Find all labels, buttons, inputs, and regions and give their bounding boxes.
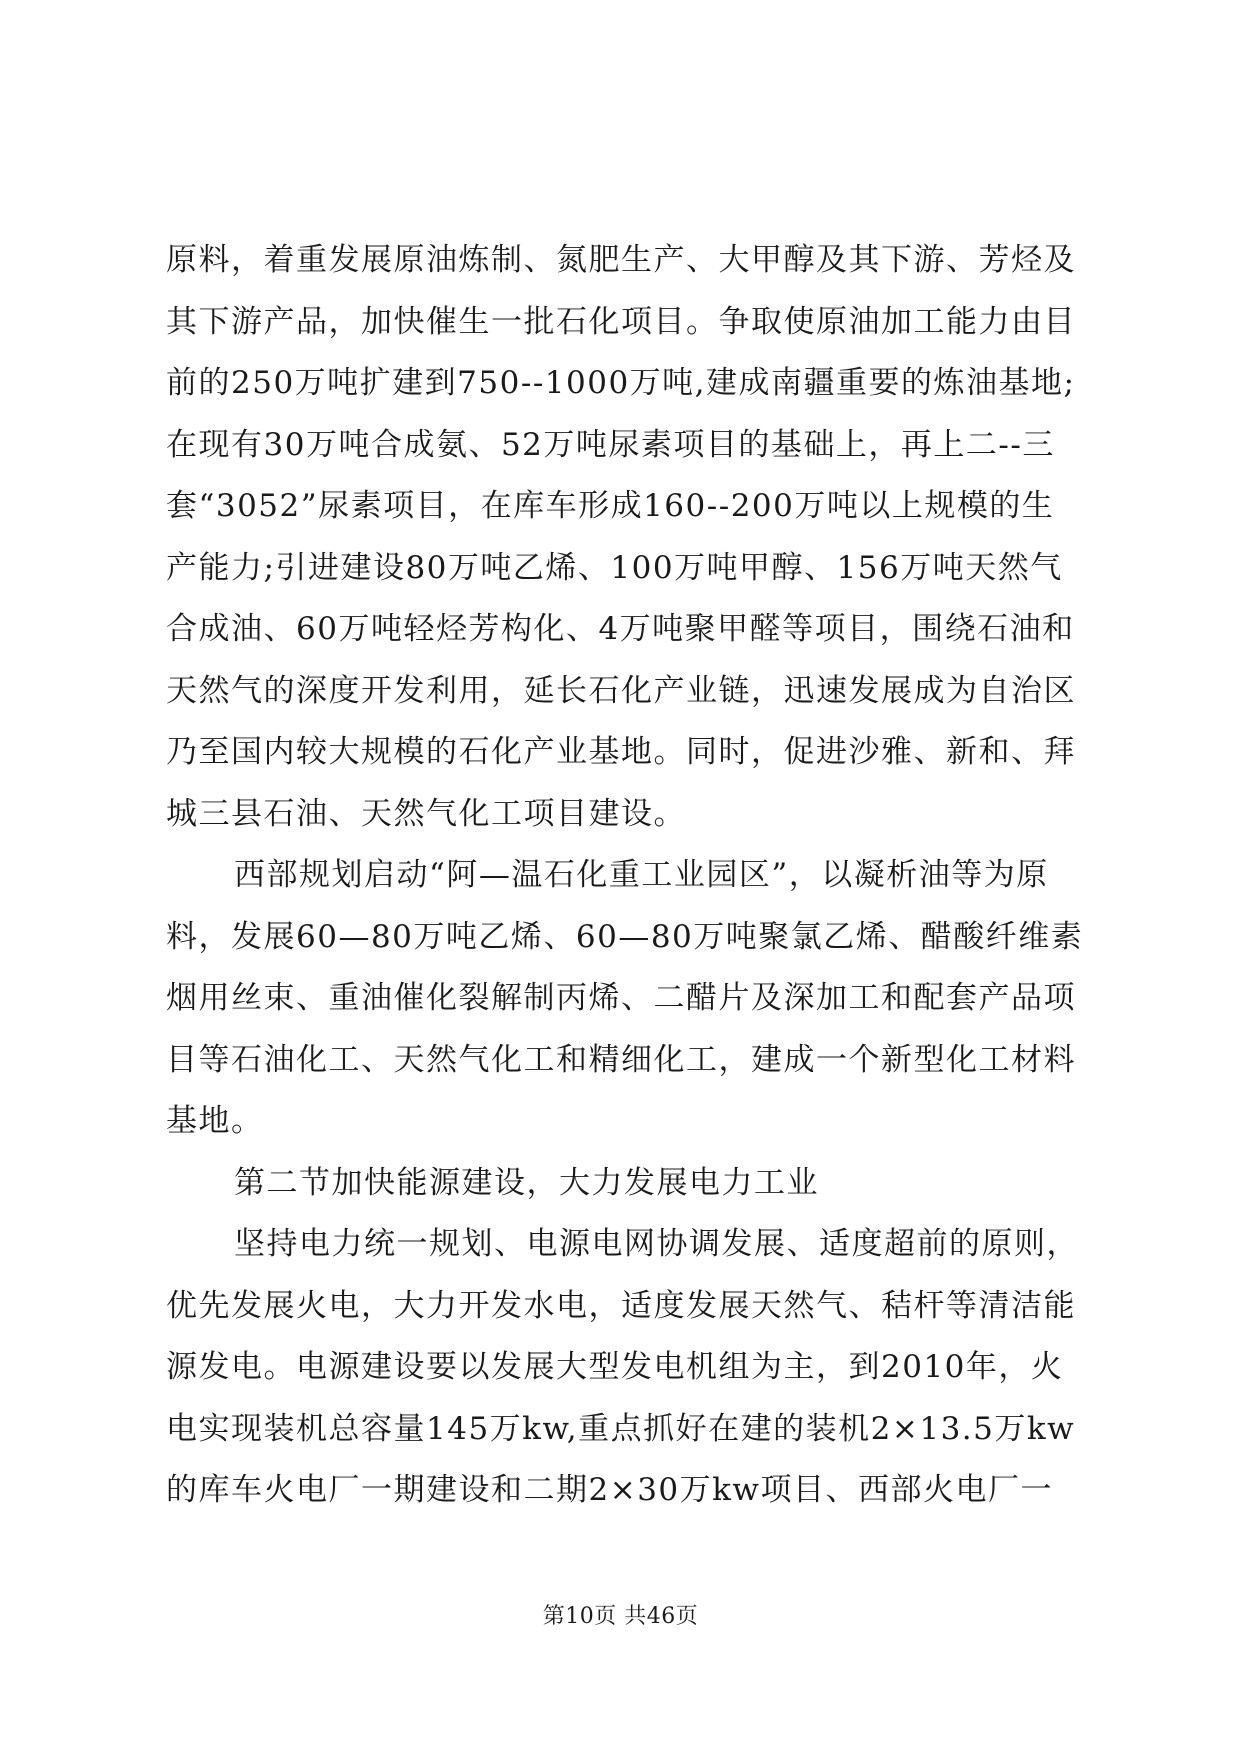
text-line: 在现有30万吨合成氨、52万吨尿素项目的基础上，再上二--三 — [166, 426, 1055, 463]
section-heading: 第二节加快能源建设，大力发展电力工业 — [234, 1164, 819, 1201]
body-text — [166, 230, 1086, 1522]
text-line: 套“3052”尿素项目，在库车形成160--200万吨以上规模的生 — [166, 488, 1055, 524]
text-line: 其下游产品，加快催生一批石化项目。争取使原油加工能力由目 — [166, 303, 1076, 340]
text-line: 电实现装机总容量145万kw,重点抓好在建的装机2×13.5万kw — [166, 1410, 1076, 1447]
page-footer — [0, 1602, 1241, 1632]
paragraph-start-line: 西部规划启动“阿—温石化重工业园区”，以凝析油等为原 — [234, 857, 1049, 893]
text-line: 源发电。电源建设要以发展大型发电机组为主，到2010年，火 — [166, 1349, 1064, 1385]
text-line: 城三县石油、天然气化工项目建设。 — [166, 795, 686, 832]
text-line: 原料，着重发展原油炼制、氮肥生产、大甲醇及其下游、芳烃及 — [166, 242, 1076, 278]
text-line: 天然气的深度开发利用，延长石化产业链，迅速发展成为自治区 — [166, 672, 1076, 709]
text-line: 烟用丝束、重油催化裂解制丙烯、二醋片及深加工和配套产品项 — [166, 980, 1076, 1016]
text-line: 合成油、60万吨轻烃芳构化、4万吨聚甲醛等项目，围绕石油和 — [166, 611, 1075, 647]
text-line: 产能力;引进建设80万吨乙烯、100万吨甲醇、156万吨天然气 — [166, 549, 1063, 586]
text-line: 目等石油化工、天然气化工和精细化工，建成一个新型化工材料 — [166, 1041, 1076, 1078]
text-line: 基地。 — [166, 1103, 264, 1139]
text-line: 料，发展60—80万吨乙烯、60—80万吨聚氯乙烯、醋酸纤维素 — [166, 918, 1084, 955]
text-line: 前的250万吨扩建到750--1000万吨,建成南疆重要的炼油基地; — [166, 365, 1076, 401]
text-line: 的库车火电厂一期建设和二期2×30万kw项目、西部火电厂一 — [166, 1472, 1053, 1508]
paragraph-start-line: 坚持电力统一规划、电源电网协调发展、适度超前的原则， — [234, 1226, 1079, 1262]
text-line: 优先发展火电，大力开发水电，适度发展天然气、秸杆等清洁能 — [166, 1287, 1076, 1324]
page-number-label: 第10页 共46页 — [542, 1604, 699, 1629]
text-line: 乃至国内较大规模的石化产业基地。同时，促进沙雅、新和、拜 — [166, 734, 1076, 770]
